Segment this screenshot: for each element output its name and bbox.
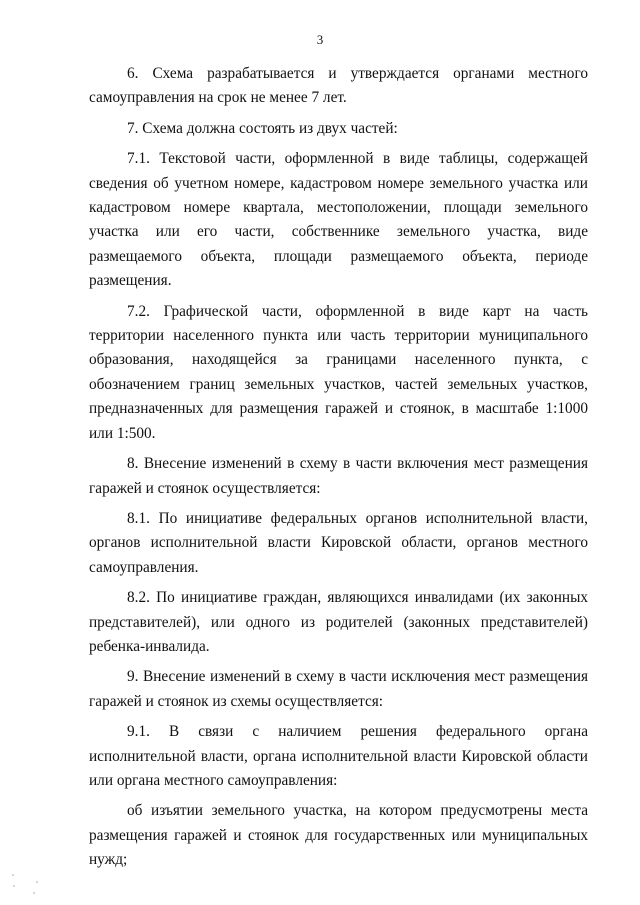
scan-speck [13,885,15,887]
paragraph-9-1-item: об изъятии земельного участка, на котором предусмотрены места размещения гаражей и стоянок для государственных или муниципальных нужд; [89,802,588,869]
paragraph-7: 7. Схема должна состоять из двух частей: [127,119,398,137]
scan-speck [12,874,14,876]
paragraph-9-1: 9.1. В связи с наличием решения федерального органа исполнительной власти, органа исполнительной власти Кировской области или органа местного самоуправления: [89,723,588,789]
paragraph-8-1: 8.1. По инициативе федеральных органов исполнительной власти, органов исполнительной власти Кировской области, органов местного самоуправления. [89,509,588,576]
paragraph-7-2: 7.2. Графической части, оформленной в виде карт на часть территории населенного пункта или часть территории муниципального образования, находящейся за границами населенного пункта, с обозначением границ земельных участков, частей земельных участков, предназначенных для размещения гаражей и стоянок, в масштабе 1:1000 или 1:500. [89,302,588,442]
page-number: 3 [316,32,324,47]
paragraph-9: 9. Внесение изменений в схему в части исключения мест размещения гаражей и стоянок из схемы осуществляется: [89,668,588,710]
document-body [89,62,588,877]
paragraph-7-1: 7.1. Текстовой части, оформленной в виде таблицы, содержащей сведения об учетном номере, кадастровом номере земельного участка или кадастровом номере квартала, местоположении, площади земельного участка или его части, собственнике земельного участка, виде размещаемого объекта, площади размещаемого объекта, периоде размещения. [89,150,588,290]
paragraph-8-2: 8.2. По инициативе граждан, являющихся инвалидами (их законных представителей), или одного из родителей (законных представителей) ребенка-инвалида. [89,589,588,655]
scan-speck [36,881,38,883]
paragraph-8: 8. Внесение изменений в схему в части включения мест размещения гаражей и стоянок осуществляется: [89,455,588,497]
paragraph-6: 6. Схема разрабатывается и утверждается органами местного самоуправления на срок не менее 7 лет. [89,65,588,107]
scan-speck [33,892,35,894]
